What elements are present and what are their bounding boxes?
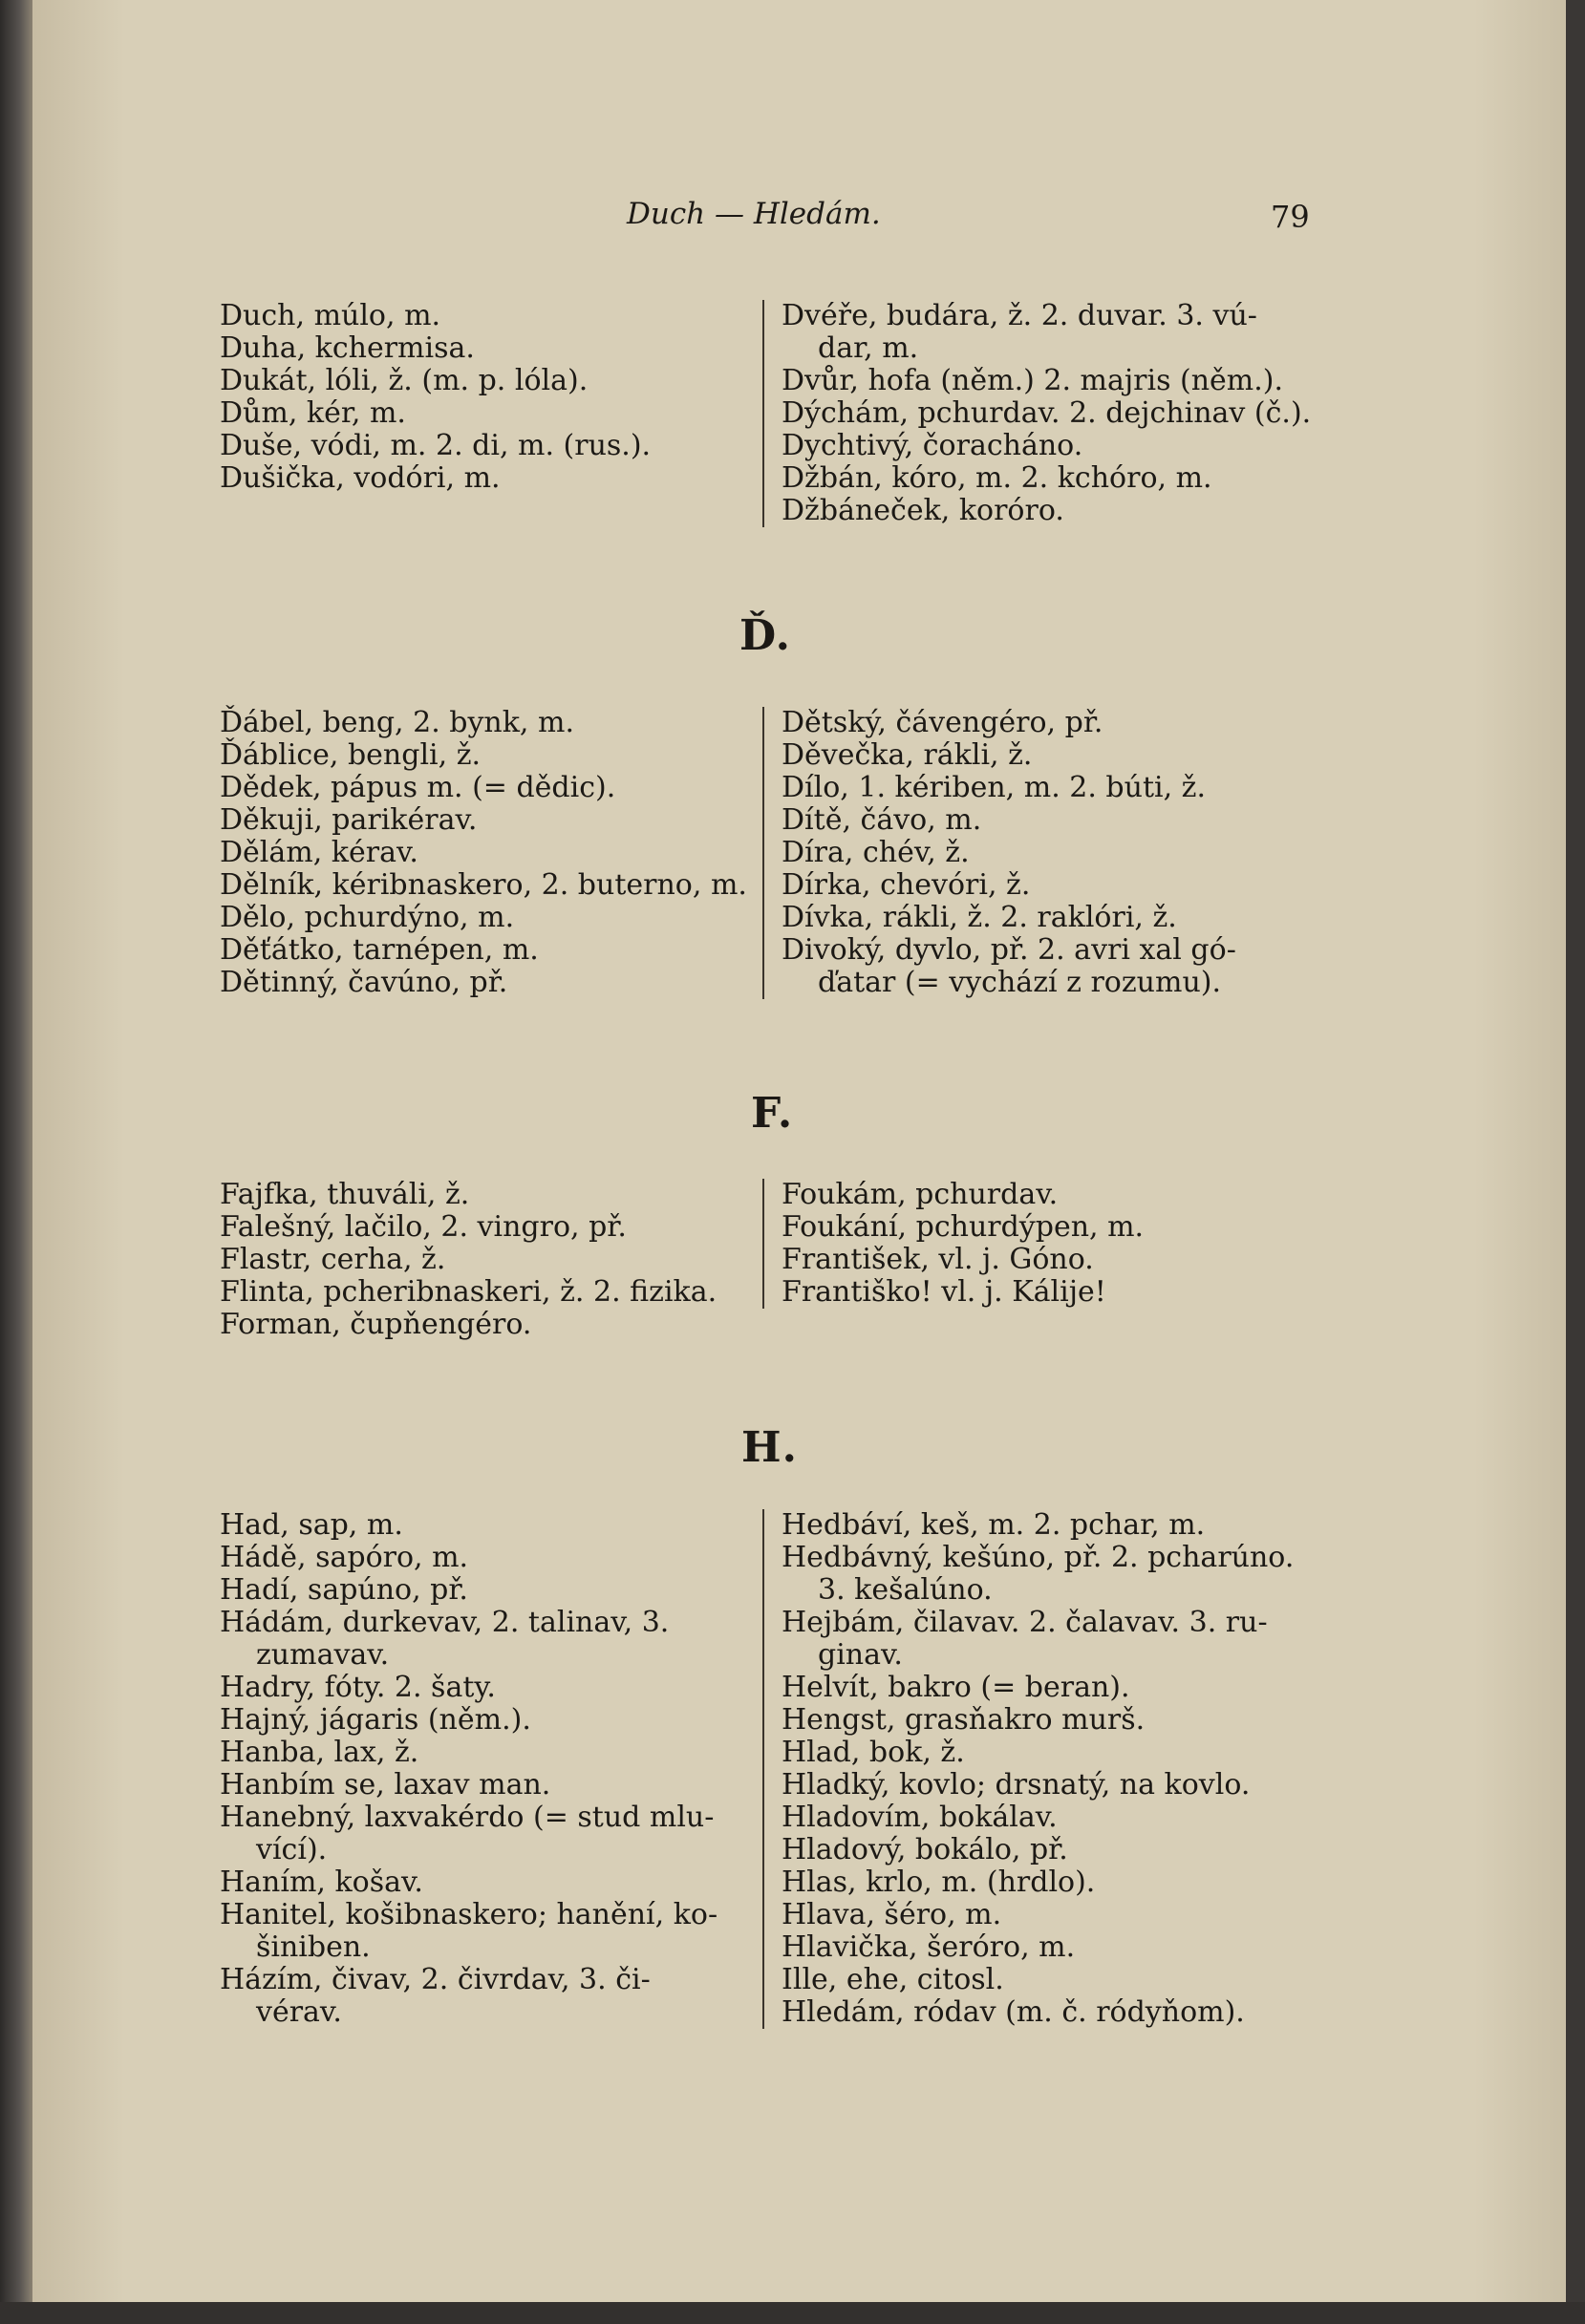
- dictionary-entry: Hadí, sapúno, př.: [220, 1573, 468, 1607]
- h-right-column: [762, 1509, 1294, 2029]
- dictionary-entry: Hladký, kovlo; drsnatý, na kovlo.: [782, 1768, 1251, 1802]
- dictionary-entry-continuation: zumavav.: [256, 1638, 390, 1672]
- dictionary-entry-continuation: vící).: [256, 1833, 328, 1866]
- d-caron-right-column: [762, 707, 1236, 999]
- dictionary-entry: Dětinný, čavúno, př.: [220, 966, 508, 999]
- dictionary-entry: Dvéře, budára, ž. 2. duvar. 3. vú-: [782, 299, 1257, 332]
- h-left-column: [220, 1509, 718, 2029]
- dictionary-entry: Děkuji, parikérav.: [220, 803, 478, 837]
- f-right-column: [762, 1179, 1144, 1309]
- dictionary-entry: Dušička, vodóri, m.: [220, 461, 501, 495]
- running-head: [0, 197, 1585, 235]
- dictionary-entry: Dělám, kérav.: [220, 836, 418, 869]
- dictionary-entry: Hladovím, bokálav.: [782, 1801, 1058, 1834]
- section-heading-f: F.: [751, 1089, 794, 1138]
- dictionary-entry: Dírka, chevóri, ž.: [782, 868, 1031, 902]
- dictionary-entry: Hadry, fóty. 2. šaty.: [220, 1671, 496, 1704]
- dictionary-entry: Divoký, dyvlo, př. 2. avri xal gó-: [782, 933, 1236, 967]
- dictionary-entry: Františko! vl. j. Kálije!: [782, 1275, 1106, 1309]
- dictionary-entry: Hádě, sapóro, m.: [220, 1541, 469, 1574]
- dictionary-entry: Dělo, pchurdýno, m.: [220, 901, 515, 934]
- d-caron-left-column: [220, 707, 747, 999]
- dictionary-entry: Dětský, čávengéro, př.: [782, 706, 1103, 739]
- dictionary-entry-continuation: šiniben.: [256, 1930, 371, 1964]
- dictionary-entry: Hladový, bokálo, př.: [782, 1833, 1068, 1866]
- dictionary-entry: Dívka, rákli, ž. 2. raklóri, ž.: [782, 901, 1177, 934]
- page-number: 79: [1271, 199, 1310, 235]
- dictionary-entry: Duch, múlo, m.: [220, 299, 441, 332]
- dictionary-entry: Díra, chév, ž.: [782, 836, 970, 869]
- scan-bottom-edge: [0, 2302, 1585, 2324]
- dictionary-entry: Dychtivý, čoracháno.: [782, 429, 1083, 462]
- dictionary-entry: Hádám, durkevav, 2. talinav, 3.: [220, 1606, 670, 1639]
- section-heading-d-caron: Ď.: [739, 611, 791, 660]
- dictionary-entry: Dělník, kéribnaskero, 2. buterno, m.: [220, 868, 747, 902]
- dictionary-entry: Hedbávný, kešúno, př. 2. pcharúno.: [782, 1541, 1295, 1574]
- dictionary-entry: Foukám, pchurdav.: [782, 1178, 1059, 1211]
- dictionary-entry: Dítě, čávo, m.: [782, 803, 982, 837]
- dictionary-entry: Haním, košav.: [220, 1866, 423, 1899]
- dictionary-entry: Ille, ehe, citosl.: [782, 1963, 1004, 1996]
- dictionary-entry: Dům, kér, m.: [220, 396, 406, 430]
- dictionary-entry-continuation: ďatar (= vychází z rozumu).: [818, 966, 1222, 999]
- scan-left-edge: [0, 0, 32, 2324]
- dictionary-entry: Hanebný, laxvakérdo (= stud mlu-: [220, 1801, 715, 1834]
- dictionary-entry: Děťátko, tarnépen, m.: [220, 933, 539, 967]
- dictionary-entry: Hengst, grasňakro murš.: [782, 1703, 1146, 1737]
- dictionary-entry: František, vl. j. Góno.: [782, 1243, 1094, 1276]
- section-heading-h: H.: [741, 1423, 798, 1472]
- dictionary-entry: Fajfka, thuváli, ž.: [220, 1178, 470, 1211]
- dictionary-entry: Flinta, pcheribnaskeri, ž. 2. fizika.: [220, 1275, 718, 1309]
- dictionary-entry-continuation: 3. kešalúno.: [818, 1573, 993, 1607]
- dictionary-entry: Hejbám, čilavav. 2. čalavav. 3. ru-: [782, 1606, 1268, 1639]
- dictionary-entry: Hlavička, šeróro, m.: [782, 1930, 1076, 1964]
- dictionary-entry: Ďábel, beng, 2. bynk, m.: [220, 706, 574, 739]
- dictionary-entry: Flastr, cerha, ž.: [220, 1243, 446, 1276]
- dictionary-entry: Dukát, lóli, ž. (m. p. lóla).: [220, 364, 589, 397]
- dictionary-entry: Hledám, ródav (m. č. ródyňom).: [782, 1995, 1245, 2029]
- dictionary-entry: Helvít, bakro (= beran).: [782, 1671, 1130, 1704]
- dictionary-entry: Falešný, lačilo, 2. vingro, př.: [220, 1210, 627, 1244]
- dictionary-entry-continuation: vérav.: [256, 1995, 342, 2029]
- scan-right-edge: [1566, 0, 1585, 2324]
- dictionary-entry: Dílo, 1. kériben, m. 2. búti, ž.: [782, 771, 1207, 804]
- running-head-title: Duch — Hledám.: [627, 197, 881, 231]
- dictionary-entry: Duha, kchermisa.: [220, 331, 475, 365]
- dictionary-entry: Hanitel, košibnaskero; hanění, ko-: [220, 1898, 718, 1931]
- dictionary-entry: Hajný, jágaris (něm.).: [220, 1703, 531, 1737]
- dictionary-entry: Hanbím se, laxav man.: [220, 1768, 551, 1802]
- dictionary-entry: Džbán, kóro, m. 2. kchóro, m.: [782, 461, 1212, 495]
- dictionary-entry: Hlad, bok, ž.: [782, 1736, 965, 1769]
- dictionary-entry: Dvůr, hofa (něm.) 2. majris (něm.).: [782, 364, 1284, 397]
- dictionary-entry: Džbáneček, koróro.: [782, 494, 1064, 527]
- f-left-column: [220, 1179, 717, 1341]
- dictionary-entry: Had, sap, m.: [220, 1508, 403, 1542]
- dictionary-entry: Foukání, pchurdýpen, m.: [782, 1210, 1145, 1244]
- dictionary-entry: Házím, čivav, 2. čivrdav, 3. či-: [220, 1963, 651, 1996]
- dictionary-entry: Hanba, lax, ž.: [220, 1736, 419, 1769]
- dictionary-entry-continuation: ginav.: [818, 1638, 903, 1672]
- d-end-right-column: [762, 300, 1311, 527]
- d-end-left-column: [220, 300, 651, 495]
- dictionary-entry-continuation: dar, m.: [818, 331, 919, 365]
- dictionary-entry: Hedbáví, keš, m. 2. pchar, m.: [782, 1508, 1206, 1542]
- dictionary-entry: Dýchám, pchurdav. 2. dejchinav (č.).: [782, 396, 1312, 430]
- dictionary-entry: Hlava, šéro, m.: [782, 1898, 1002, 1931]
- dictionary-entry: Duše, vódi, m. 2. di, m. (rus.).: [220, 429, 652, 462]
- dictionary-entry: Dědek, pápus m. (= dědic).: [220, 771, 616, 804]
- dictionary-entry: Hlas, krlo, m. (hrdlo).: [782, 1866, 1096, 1899]
- dictionary-entry: Forman, čupňengéro.: [220, 1308, 532, 1341]
- dictionary-entry: Ďáblice, bengli, ž.: [220, 738, 482, 772]
- dictionary-entry: Děvečka, rákli, ž.: [782, 738, 1033, 772]
